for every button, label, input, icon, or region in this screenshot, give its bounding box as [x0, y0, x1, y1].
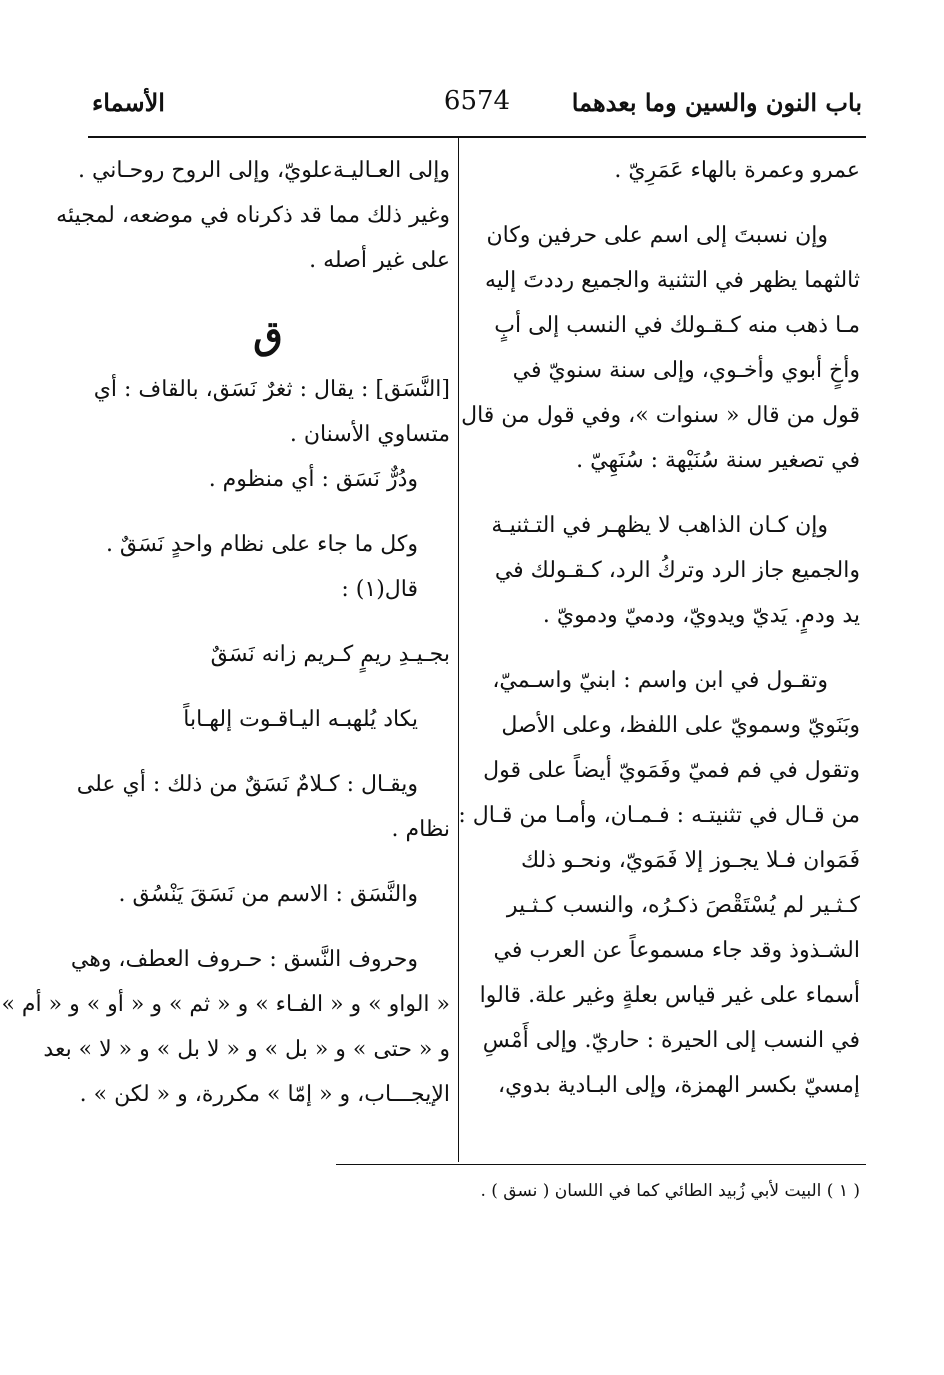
text-line: والنَّسَق : الاسم من نَسَقَ يَنْسُق . — [118, 882, 418, 907]
chapter-title: باب النون والسين وما بعدهما — [571, 88, 862, 117]
text-line: قال(١) : — [341, 577, 418, 602]
header-rule — [88, 136, 866, 138]
text-line: متساوي الأسنان . — [289, 422, 450, 447]
text-line: في النسب إلى الحيرة : حاريّ. وإلى أَمْسِ — [482, 1028, 860, 1053]
verse-hemistich: يكاد يُلهبـه اليـاقـوت إلهـاباً — [183, 707, 418, 732]
text-line: في تصغير سنة سُنَيْهة : سُنَهِيّ . — [576, 448, 860, 473]
text-line: والجميع جاز الرد وتركُ الرد، كـقـولك في — [494, 558, 860, 583]
text-line: أسماء على غير قياس بعلةٍ وغير علة. قالوا — [479, 983, 860, 1008]
text-line: فَمَوان فـلا يجـوز إلا فَمَويّ، ونحـو ذلك — [520, 848, 860, 873]
text-line: الشـذوذ وقد جاء مسموعاً عن العرب في — [493, 938, 860, 963]
left-column — [1, 148, 450, 1117]
footnote: ( ١ ) البيت لأبي زُبيد الطائي كما في اللسان ( نسق ) . — [480, 1181, 860, 1201]
text-line: نظام . — [391, 817, 450, 842]
text-line: يد ودمٍ. يَديّ ويدويّ، ودميّ ودمويّ . — [542, 603, 860, 628]
text-line: قول من قال « سنوات »، وفي قول من قال — [461, 403, 860, 428]
text-line: ثالثهما يظهر في التثنية والجميع رددتَ إليه — [484, 268, 860, 293]
verse-hemistich: بجـيـدِ ريمٍ كـريم زانه نَسَقٌ — [210, 642, 450, 667]
text-line: وأخٍ أبوي وأخـوي، وإلى سنة سنويّ في — [512, 358, 860, 383]
text-line: كـثـير لم يُسْتَقْصَ ذكـرُه، والنسب كـثـير — [506, 893, 860, 918]
text-line: وإلى العـاليـةعلويّ، وإلى الروح روحـاني . — [77, 158, 450, 183]
right-column — [458, 148, 860, 1108]
text-line: من قـال في تثنيتـه : فـمـان، وأمـا من قـال : — [458, 803, 860, 828]
text-line: و « حتى » و « بل » و « لا بل » و « لا » بعد — [43, 1037, 450, 1062]
text-line: وإن نسبتَ إلى اسم على حرفين وكان — [486, 223, 828, 248]
text-line: الإيجـــاب، و « إمّا » مكررة، و « لكن » . — [79, 1082, 450, 1107]
page-number: 6574 — [443, 86, 511, 116]
text-line: إمسيّ بكسر الهمزة، وإلى البـادية بدوي، — [497, 1073, 860, 1098]
text-line: عمرو وعمرة بالهاء عَمَرِيّ . — [614, 158, 860, 183]
footnote-rule — [336, 1164, 866, 1165]
text-line: وإن كـان الذاهب لا يظهـر في التـثنيـة — [491, 513, 828, 538]
text-line: ويقـال : كـلامٌ نَسَقٌ من ذلك : أي على — [76, 772, 418, 797]
section-letter-heading: ق — [253, 312, 283, 357]
column-divider — [458, 138, 459, 1162]
text-line: وكل ما جاء على نظام واحدٍ نَسَقٌ . — [105, 532, 418, 557]
text-line: وحروف النَّسق : حـروف العطف، وهي — [70, 947, 418, 972]
page-header — [92, 84, 862, 130]
text-line: وغير ذلك مما قد ذكرناه في موضعه، لمجيئه — [56, 203, 450, 228]
text-line: على غير أصله . — [309, 248, 450, 273]
text-line: « الواو » و « الفـاء » و « ثم » و « أو » و « أم » — [1, 992, 450, 1017]
text-line: وبَنَويّ وسمويّ على اللفظ، وعلى الأصل — [501, 713, 860, 738]
text-line: ودُرٌّ نَسَق : أي منظوم . — [208, 467, 418, 492]
text-line: وتقول في فم فميّ وفَمَويّ أيضاً على قول — [483, 758, 860, 783]
text-line: مـا ذهب منه كـقـولك في النسب إلى أبٍ — [494, 313, 860, 338]
text-line: وتقـول في ابن واسم : ابنيّ واسـميّ، — [492, 668, 828, 693]
section-title: الأسماء — [92, 88, 165, 117]
entry-headword-line: [النَّسَق] : يقال : ثغرٌ نَسَق، بالقاف : أي — [93, 377, 450, 402]
